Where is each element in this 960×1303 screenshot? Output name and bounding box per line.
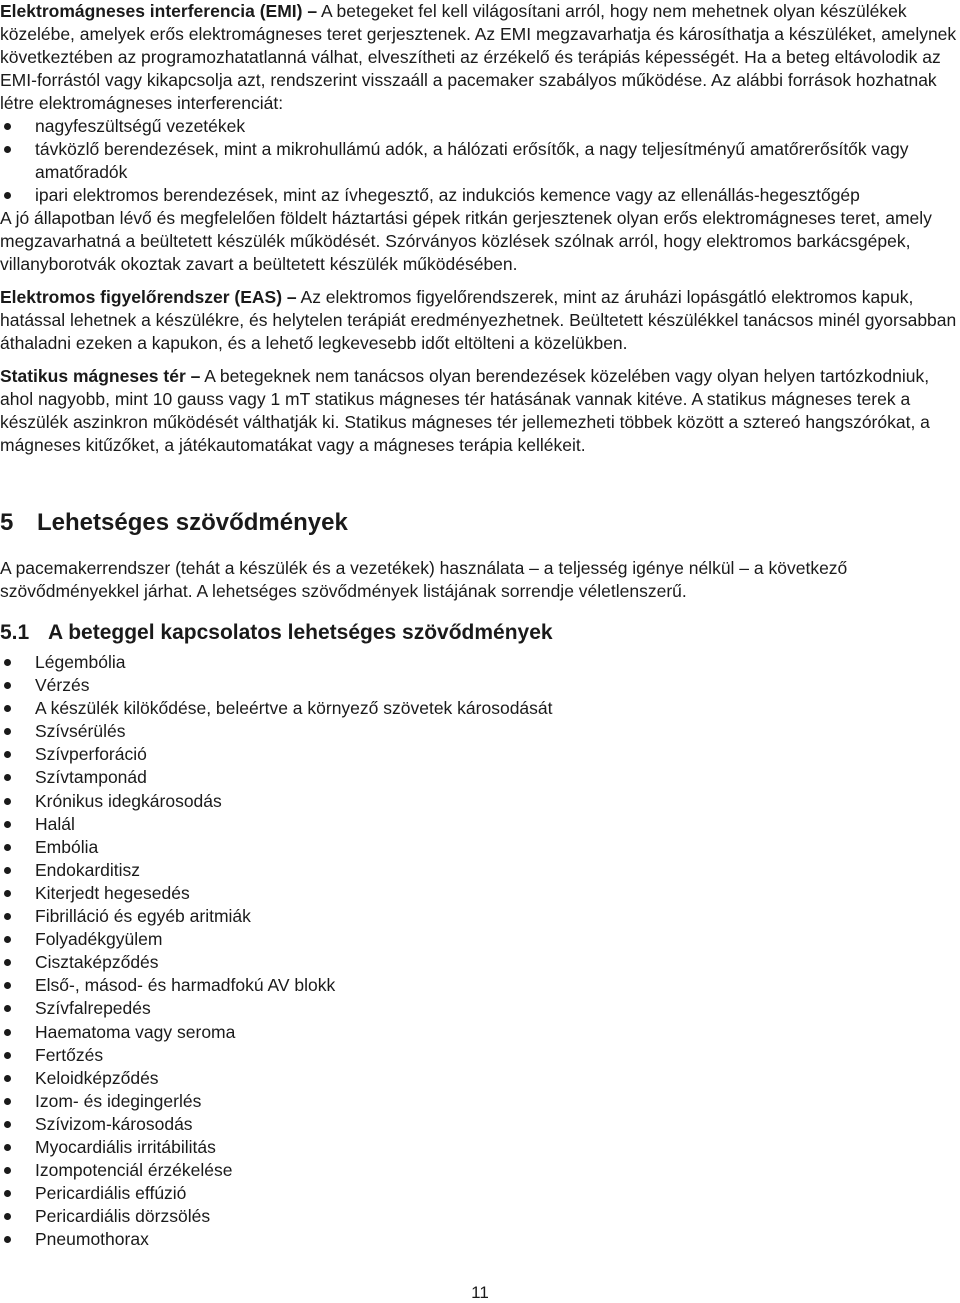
- list-item: Izom- és idegingerlés: [0, 1090, 553, 1113]
- subsection-heading: [0, 619, 553, 647]
- list-item: Izompotenciál érzékelése: [0, 1159, 553, 1182]
- section-title: Lehetséges szövődmények: [37, 509, 348, 536]
- eas-heading: Elektromos figyelőrendszer (EAS) –: [0, 287, 297, 307]
- list-item: Myocardiális irritábilitás: [0, 1136, 553, 1159]
- complications-list: [0, 651, 553, 1251]
- list-item: Endokarditisz: [0, 859, 553, 882]
- list-item: Keloidképződés: [0, 1067, 553, 1090]
- eas-text: Az elektromos figyelőrendszerek, mint az áruházi lopásgátló elektromos kapuk, hatással lehetnek a készülékre, és helytelen terápiát eredményezhetnek. Beültetett készülékkel tanácsos minél gyorsabban áthaladni ezeken a kapukon, és a lehető legkevesebb időt eltölteni a közelükben.: [0, 287, 957, 353]
- list-item: Fertőzés: [0, 1044, 553, 1067]
- list-item: nagyfeszültségű vezetékek: [0, 115, 960, 138]
- list-item: A készülék kilökődése, beleértve a környező szövetek károsodását: [0, 697, 553, 720]
- precautions-block: [0, 0, 960, 457]
- list-item: Fibrilláció és egyéb aritmiák: [0, 905, 553, 928]
- list-item: Légembólia: [0, 651, 553, 674]
- list-item: Krónikus idegkárosodás: [0, 790, 553, 813]
- list-item: Szívperforáció: [0, 743, 553, 766]
- static-field-text: A betegeknek nem tanácsos olyan berendezések közelében vagy olyan helyen tartózkodniuk, ahol nagyobb, mint 10 gauss vagy 1 mT statikus mágneses tér hatásának vannak kitéve. A statikus mágneses terek a készülék aszinkron működését válthatják ki. Statikus mágneses tér jellemezheti többek között a sztereó hangszórókat, a mágneses kitűzőket, a játékautomatákat vagy a mágneses terápia kellékeit.: [0, 366, 930, 455]
- subsection-title: A beteggel kapcsolatos lehetséges szövődmények: [48, 621, 553, 644]
- page-number: 11: [471, 1283, 489, 1302]
- emi-heading: Elektromágneses interferencia (EMI) –: [0, 1, 318, 21]
- list-item: Vérzés: [0, 674, 553, 697]
- list-item: Szívfalrepedés: [0, 997, 553, 1020]
- list-item: távközlő berendezések, mint a mikrohullámú adók, a hálózati erősítők, a nagy teljesítményű amatőrerősítők vagy amatőradók: [0, 138, 960, 184]
- subsection-number: 5.1: [0, 621, 30, 644]
- list-item: Kiterjedt hegesedés: [0, 882, 553, 905]
- list-item: Szívizom-károsodás: [0, 1113, 553, 1136]
- section-heading: [0, 508, 348, 538]
- list-item: Pericardiális effúzió: [0, 1182, 553, 1205]
- list-item: Cisztaképződés: [0, 951, 553, 974]
- static-field-paragraph: [0, 365, 960, 457]
- list-item: Folyadékgyülem: [0, 928, 553, 951]
- list-item: Első-, másod- és harmadfokú AV blokk: [0, 974, 553, 997]
- static-field-heading: Statikus mágneses tér –: [0, 366, 201, 386]
- emi-paragraph: [0, 0, 960, 115]
- list-item: Szívsérülés: [0, 720, 553, 743]
- list-item: Haematoma vagy seroma: [0, 1021, 553, 1044]
- list-item: ipari elektromos berendezések, mint az ívhegesztő, az indukciós kemence vagy az ellenállás-hegesztőgép: [0, 184, 960, 207]
- section-number: 5: [0, 509, 14, 536]
- list-item: Szívtamponád: [0, 766, 553, 789]
- section-intro: A pacemakerrendszer (tehát a készülék és a vezetékek) használata – a teljesség igénye nélkül – a következő szövődményekkel járhat. A lehetséges szövődmények listájának sorrendje véletlenszerű.: [0, 558, 848, 601]
- list-item: Pericardiális dörzsölés: [0, 1205, 553, 1228]
- list-item: Pneumothorax: [0, 1228, 553, 1251]
- emi-text: A betegeket fel kell világosítani arról, hogy nem mehetnek olyan készülékek közelébe, amelyek erős elektromágneses teret gerjesztenek. Az EMI megzavarhatja és károsíthatja a készüléket, amelynek következtében az programozhatatlanná válhat, elveszítheti az érzékelő és terápiás képességét. Ha a beteg eltávolodik az EMI-forrástól vagy kikapcsolja azt, rendszerint visszaáll a pacemaker szabályos működése. Az alábbi források hozhatnak létre elektromágneses interferenciát:: [0, 1, 957, 113]
- emi-sources-list: [0, 115, 960, 207]
- list-item: Embólia: [0, 836, 553, 859]
- eas-paragraph: [0, 286, 960, 355]
- household-paragraph: A jó állapotban lévő és megfelelően földelt háztartási gépek ritkán gerjesztenek olyan erős elektromágneses teret, amely megzavarhatná a beültetett készülék működését. Szórványos közlések szólnak arról, hogy elektromos barkácsgépek, villanyborotvák okoztak zavart a beültetett készülék működésében.: [0, 208, 932, 274]
- list-item: Halál: [0, 813, 553, 836]
